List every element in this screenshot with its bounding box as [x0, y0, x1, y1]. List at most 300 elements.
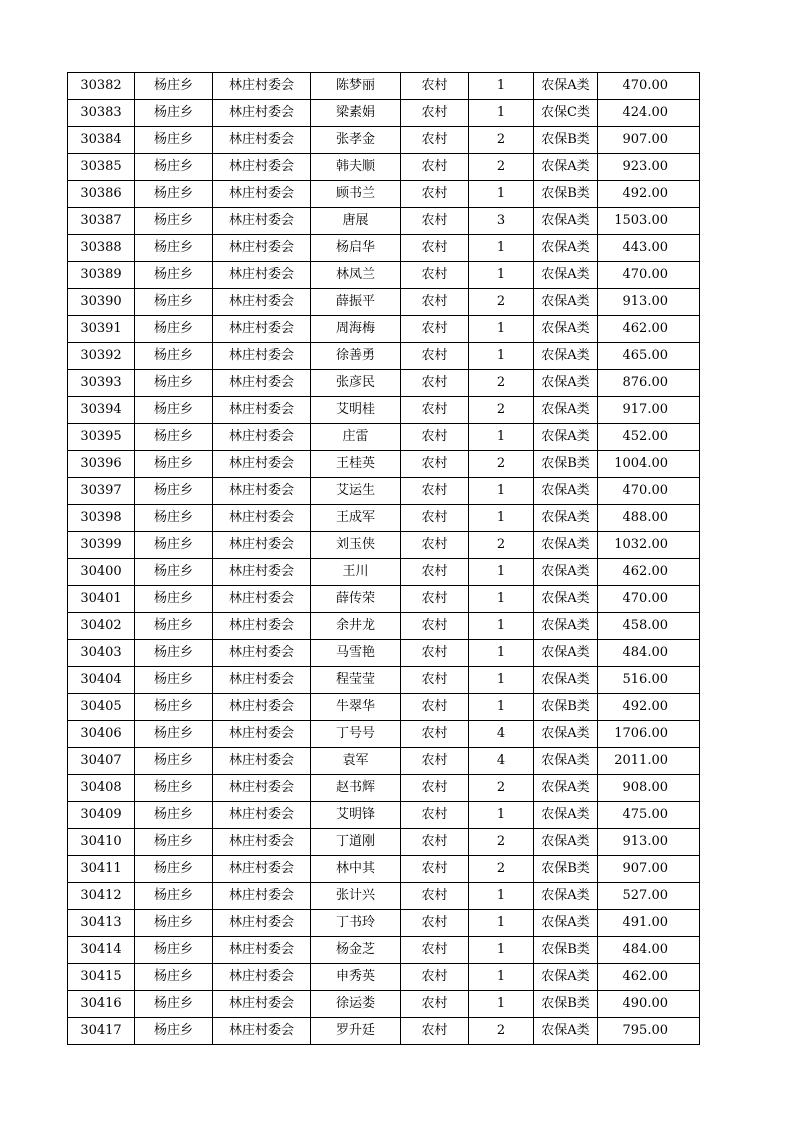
cell-record-id: 30384	[68, 127, 135, 154]
cell-area-type: 农村	[401, 721, 469, 748]
cell-household-count: 2	[469, 154, 534, 181]
cell-household-count: 1	[469, 667, 534, 694]
cell-area-type: 农村	[401, 100, 469, 127]
table-row	[68, 613, 700, 640]
cell-amount: 907.00	[598, 856, 700, 883]
cell-record-id: 30394	[68, 397, 135, 424]
cell-amount: 490.00	[598, 991, 700, 1018]
records-body	[68, 73, 700, 1045]
cell-insurance-category: 农保A类	[534, 370, 598, 397]
cell-village-committee: 林庄村委会	[213, 748, 311, 775]
cell-village-committee: 林庄村委会	[213, 235, 311, 262]
cell-person-name: 艾运生	[311, 478, 401, 505]
cell-area-type: 农村	[401, 424, 469, 451]
cell-household-count: 2	[469, 127, 534, 154]
table-row	[68, 910, 700, 937]
cell-record-id: 30400	[68, 559, 135, 586]
cell-record-id: 30383	[68, 100, 135, 127]
cell-village-committee: 林庄村委会	[213, 100, 311, 127]
cell-village-committee: 林庄村委会	[213, 343, 311, 370]
cell-record-id: 30389	[68, 262, 135, 289]
cell-township: 杨庄乡	[135, 424, 213, 451]
cell-amount: 917.00	[598, 397, 700, 424]
cell-village-committee: 林庄村委会	[213, 694, 311, 721]
table-row	[68, 991, 700, 1018]
cell-amount: 470.00	[598, 262, 700, 289]
cell-person-name: 薛振平	[311, 289, 401, 316]
cell-insurance-category: 农保C类	[534, 100, 598, 127]
cell-village-committee: 林庄村委会	[213, 208, 311, 235]
cell-area-type: 农村	[401, 289, 469, 316]
cell-person-name: 丁书玲	[311, 910, 401, 937]
cell-person-name: 艾明锋	[311, 802, 401, 829]
cell-township: 杨庄乡	[135, 343, 213, 370]
cell-township: 杨庄乡	[135, 100, 213, 127]
cell-area-type: 农村	[401, 478, 469, 505]
table-row	[68, 586, 700, 613]
cell-record-id: 30409	[68, 802, 135, 829]
cell-township: 杨庄乡	[135, 127, 213, 154]
table-row	[68, 559, 700, 586]
cell-area-type: 农村	[401, 667, 469, 694]
cell-amount: 1032.00	[598, 532, 700, 559]
cell-record-id: 30415	[68, 964, 135, 991]
cell-insurance-category: 农保A类	[534, 424, 598, 451]
cell-village-committee: 林庄村委会	[213, 73, 311, 100]
cell-area-type: 农村	[401, 910, 469, 937]
table-row	[68, 451, 700, 478]
cell-insurance-category: 农保A类	[534, 343, 598, 370]
table-row	[68, 424, 700, 451]
cell-insurance-category: 农保A类	[534, 397, 598, 424]
cell-person-name: 徐运娄	[311, 991, 401, 1018]
table-row	[68, 154, 700, 181]
cell-area-type: 农村	[401, 370, 469, 397]
cell-area-type: 农村	[401, 1018, 469, 1045]
cell-township: 杨庄乡	[135, 910, 213, 937]
cell-insurance-category: 农保A类	[534, 829, 598, 856]
cell-township: 杨庄乡	[135, 505, 213, 532]
table-row	[68, 1018, 700, 1045]
cell-household-count: 2	[469, 532, 534, 559]
table-row	[68, 181, 700, 208]
cell-household-count: 1	[469, 505, 534, 532]
cell-person-name: 艾明桂	[311, 397, 401, 424]
cell-insurance-category: 农保A类	[534, 613, 598, 640]
cell-township: 杨庄乡	[135, 613, 213, 640]
cell-record-id: 30408	[68, 775, 135, 802]
cell-record-id: 30403	[68, 640, 135, 667]
cell-area-type: 农村	[401, 856, 469, 883]
table-row	[68, 343, 700, 370]
cell-area-type: 农村	[401, 775, 469, 802]
cell-person-name: 袁军	[311, 748, 401, 775]
table-row	[68, 694, 700, 721]
cell-household-count: 4	[469, 721, 534, 748]
cell-township: 杨庄乡	[135, 640, 213, 667]
cell-village-committee: 林庄村委会	[213, 532, 311, 559]
cell-household-count: 1	[469, 559, 534, 586]
cell-insurance-category: 农保B类	[534, 937, 598, 964]
cell-person-name: 杨金芝	[311, 937, 401, 964]
cell-record-id: 30402	[68, 613, 135, 640]
cell-township: 杨庄乡	[135, 964, 213, 991]
cell-record-id: 30391	[68, 316, 135, 343]
cell-area-type: 农村	[401, 586, 469, 613]
cell-village-committee: 林庄村委会	[213, 721, 311, 748]
cell-township: 杨庄乡	[135, 937, 213, 964]
cell-person-name: 王桂英	[311, 451, 401, 478]
cell-area-type: 农村	[401, 802, 469, 829]
cell-record-id: 30382	[68, 73, 135, 100]
table-row	[68, 262, 700, 289]
cell-area-type: 农村	[401, 235, 469, 262]
cell-household-count: 1	[469, 910, 534, 937]
cell-amount: 913.00	[598, 829, 700, 856]
cell-record-id: 30412	[68, 883, 135, 910]
cell-household-count: 1	[469, 802, 534, 829]
cell-area-type: 农村	[401, 559, 469, 586]
cell-township: 杨庄乡	[135, 667, 213, 694]
cell-village-committee: 林庄村委会	[213, 802, 311, 829]
cell-township: 杨庄乡	[135, 73, 213, 100]
table-row	[68, 100, 700, 127]
cell-area-type: 农村	[401, 451, 469, 478]
cell-village-committee: 林庄村委会	[213, 154, 311, 181]
cell-area-type: 农村	[401, 937, 469, 964]
cell-household-count: 2	[469, 289, 534, 316]
cell-area-type: 农村	[401, 883, 469, 910]
cell-person-name: 赵书辉	[311, 775, 401, 802]
cell-insurance-category: 农保A类	[534, 532, 598, 559]
cell-amount: 492.00	[598, 181, 700, 208]
cell-record-id: 30388	[68, 235, 135, 262]
cell-record-id: 30393	[68, 370, 135, 397]
cell-household-count: 1	[469, 316, 534, 343]
cell-township: 杨庄乡	[135, 208, 213, 235]
table-row	[68, 127, 700, 154]
cell-person-name: 申秀英	[311, 964, 401, 991]
cell-record-id: 30414	[68, 937, 135, 964]
cell-area-type: 农村	[401, 316, 469, 343]
cell-household-count: 4	[469, 748, 534, 775]
cell-village-committee: 林庄村委会	[213, 613, 311, 640]
cell-record-id: 30407	[68, 748, 135, 775]
cell-township: 杨庄乡	[135, 370, 213, 397]
cell-area-type: 农村	[401, 127, 469, 154]
cell-insurance-category: 农保A类	[534, 289, 598, 316]
cell-household-count: 3	[469, 208, 534, 235]
table-row	[68, 505, 700, 532]
cell-insurance-category: 农保B类	[534, 451, 598, 478]
cell-township: 杨庄乡	[135, 559, 213, 586]
cell-record-id: 30398	[68, 505, 135, 532]
table-row	[68, 964, 700, 991]
cell-amount: 443.00	[598, 235, 700, 262]
cell-household-count: 2	[469, 856, 534, 883]
cell-person-name: 杨启华	[311, 235, 401, 262]
table-row	[68, 856, 700, 883]
cell-village-committee: 林庄村委会	[213, 775, 311, 802]
cell-area-type: 农村	[401, 613, 469, 640]
cell-household-count: 1	[469, 478, 534, 505]
cell-township: 杨庄乡	[135, 262, 213, 289]
cell-person-name: 马雪艳	[311, 640, 401, 667]
cell-person-name: 罗升廷	[311, 1018, 401, 1045]
cell-record-id: 30397	[68, 478, 135, 505]
cell-village-committee: 林庄村委会	[213, 127, 311, 154]
cell-insurance-category: 农保A类	[534, 802, 598, 829]
cell-household-count: 1	[469, 991, 534, 1018]
cell-area-type: 农村	[401, 181, 469, 208]
cell-person-name: 丁号号	[311, 721, 401, 748]
cell-record-id: 30390	[68, 289, 135, 316]
cell-township: 杨庄乡	[135, 586, 213, 613]
cell-township: 杨庄乡	[135, 721, 213, 748]
cell-village-committee: 林庄村委会	[213, 937, 311, 964]
cell-township: 杨庄乡	[135, 748, 213, 775]
cell-amount: 475.00	[598, 802, 700, 829]
cell-township: 杨庄乡	[135, 829, 213, 856]
cell-person-name: 余井龙	[311, 613, 401, 640]
cell-insurance-category: 农保A类	[534, 559, 598, 586]
cell-household-count: 1	[469, 343, 534, 370]
cell-area-type: 农村	[401, 748, 469, 775]
cell-insurance-category: 农保A类	[534, 1018, 598, 1045]
table-row	[68, 802, 700, 829]
cell-amount: 1004.00	[598, 451, 700, 478]
cell-township: 杨庄乡	[135, 289, 213, 316]
cell-household-count: 1	[469, 181, 534, 208]
cell-person-name: 王成军	[311, 505, 401, 532]
cell-village-committee: 林庄村委会	[213, 964, 311, 991]
table-row	[68, 208, 700, 235]
cell-village-committee: 林庄村委会	[213, 424, 311, 451]
cell-record-id: 30387	[68, 208, 135, 235]
cell-amount: 462.00	[598, 316, 700, 343]
cell-record-id: 30395	[68, 424, 135, 451]
cell-village-committee: 林庄村委会	[213, 910, 311, 937]
cell-area-type: 农村	[401, 829, 469, 856]
cell-person-name: 梁素娟	[311, 100, 401, 127]
cell-amount: 2011.00	[598, 748, 700, 775]
cell-person-name: 张孝金	[311, 127, 401, 154]
cell-person-name: 牛翠华	[311, 694, 401, 721]
cell-household-count: 2	[469, 370, 534, 397]
cell-amount: 470.00	[598, 73, 700, 100]
cell-insurance-category: 农保B类	[534, 856, 598, 883]
cell-record-id: 30385	[68, 154, 135, 181]
cell-amount: 488.00	[598, 505, 700, 532]
cell-record-id: 30404	[68, 667, 135, 694]
cell-household-count: 1	[469, 694, 534, 721]
cell-area-type: 农村	[401, 694, 469, 721]
cell-amount: 462.00	[598, 964, 700, 991]
cell-household-count: 1	[469, 262, 534, 289]
cell-household-count: 1	[469, 613, 534, 640]
cell-household-count: 1	[469, 73, 534, 100]
cell-record-id: 30416	[68, 991, 135, 1018]
cell-household-count: 2	[469, 1018, 534, 1045]
cell-area-type: 农村	[401, 262, 469, 289]
cell-insurance-category: 农保A类	[534, 964, 598, 991]
table-row	[68, 289, 700, 316]
cell-amount: 492.00	[598, 694, 700, 721]
table-row	[68, 667, 700, 694]
table-row	[68, 370, 700, 397]
cell-township: 杨庄乡	[135, 451, 213, 478]
cell-person-name: 丁道刚	[311, 829, 401, 856]
cell-area-type: 农村	[401, 532, 469, 559]
cell-household-count: 2	[469, 829, 534, 856]
table-row	[68, 640, 700, 667]
cell-amount: 470.00	[598, 586, 700, 613]
cell-household-count: 1	[469, 586, 534, 613]
cell-insurance-category: 农保A类	[534, 883, 598, 910]
cell-township: 杨庄乡	[135, 991, 213, 1018]
cell-person-name: 薛传荣	[311, 586, 401, 613]
cell-area-type: 农村	[401, 640, 469, 667]
cell-insurance-category: 农保A类	[534, 478, 598, 505]
cell-township: 杨庄乡	[135, 802, 213, 829]
cell-township: 杨庄乡	[135, 775, 213, 802]
cell-township: 杨庄乡	[135, 154, 213, 181]
cell-amount: 424.00	[598, 100, 700, 127]
cell-record-id: 30413	[68, 910, 135, 937]
cell-village-committee: 林庄村委会	[213, 397, 311, 424]
cell-insurance-category: 农保A类	[534, 748, 598, 775]
cell-amount: 907.00	[598, 127, 700, 154]
table-row	[68, 235, 700, 262]
cell-person-name: 张计兴	[311, 883, 401, 910]
cell-area-type: 农村	[401, 208, 469, 235]
cell-household-count: 2	[469, 397, 534, 424]
cell-insurance-category: 农保B类	[534, 181, 598, 208]
cell-insurance-category: 农保A类	[534, 208, 598, 235]
cell-insurance-category: 农保A类	[534, 505, 598, 532]
cell-insurance-category: 农保A类	[534, 667, 598, 694]
cell-area-type: 农村	[401, 964, 469, 991]
cell-amount: 795.00	[598, 1018, 700, 1045]
cell-village-committee: 林庄村委会	[213, 586, 311, 613]
cell-village-committee: 林庄村委会	[213, 505, 311, 532]
cell-record-id: 30411	[68, 856, 135, 883]
cell-insurance-category: 农保A类	[534, 721, 598, 748]
cell-township: 杨庄乡	[135, 478, 213, 505]
cell-village-committee: 林庄村委会	[213, 289, 311, 316]
cell-village-committee: 林庄村委会	[213, 1018, 311, 1045]
cell-township: 杨庄乡	[135, 856, 213, 883]
cell-insurance-category: 农保B类	[534, 694, 598, 721]
cell-township: 杨庄乡	[135, 1018, 213, 1045]
cell-area-type: 农村	[401, 343, 469, 370]
cell-amount: 452.00	[598, 424, 700, 451]
cell-village-committee: 林庄村委会	[213, 991, 311, 1018]
cell-area-type: 农村	[401, 73, 469, 100]
cell-insurance-category: 农保A类	[534, 775, 598, 802]
cell-area-type: 农村	[401, 991, 469, 1018]
cell-amount: 527.00	[598, 883, 700, 910]
table-row	[68, 397, 700, 424]
cell-person-name: 刘玉侠	[311, 532, 401, 559]
cell-person-name: 程莹莹	[311, 667, 401, 694]
cell-record-id: 30392	[68, 343, 135, 370]
cell-record-id: 30410	[68, 829, 135, 856]
cell-amount: 913.00	[598, 289, 700, 316]
cell-household-count: 1	[469, 424, 534, 451]
cell-township: 杨庄乡	[135, 181, 213, 208]
cell-township: 杨庄乡	[135, 397, 213, 424]
cell-person-name: 林凤兰	[311, 262, 401, 289]
cell-village-committee: 林庄村委会	[213, 829, 311, 856]
cell-village-committee: 林庄村委会	[213, 262, 311, 289]
table-row	[68, 937, 700, 964]
table-row	[68, 532, 700, 559]
cell-household-count: 2	[469, 451, 534, 478]
cell-area-type: 农村	[401, 397, 469, 424]
cell-insurance-category: 农保A类	[534, 910, 598, 937]
table-row	[68, 829, 700, 856]
cell-amount: 1503.00	[598, 208, 700, 235]
cell-person-name: 王川	[311, 559, 401, 586]
cell-village-committee: 林庄村委会	[213, 667, 311, 694]
cell-amount: 876.00	[598, 370, 700, 397]
cell-village-committee: 林庄村委会	[213, 316, 311, 343]
cell-village-committee: 林庄村委会	[213, 478, 311, 505]
cell-record-id: 30399	[68, 532, 135, 559]
cell-village-committee: 林庄村委会	[213, 559, 311, 586]
cell-amount: 462.00	[598, 559, 700, 586]
cell-insurance-category: 农保A类	[534, 640, 598, 667]
cell-person-name: 周海梅	[311, 316, 401, 343]
cell-amount: 1706.00	[598, 721, 700, 748]
cell-household-count: 1	[469, 640, 534, 667]
cell-household-count: 1	[469, 964, 534, 991]
cell-record-id: 30406	[68, 721, 135, 748]
cell-insurance-category: 农保B类	[534, 991, 598, 1018]
cell-insurance-category: 农保A类	[534, 235, 598, 262]
cell-person-name: 陈梦丽	[311, 73, 401, 100]
cell-township: 杨庄乡	[135, 883, 213, 910]
cell-insurance-category: 农保A类	[534, 316, 598, 343]
table-row	[68, 748, 700, 775]
cell-amount: 470.00	[598, 478, 700, 505]
records-table	[67, 72, 700, 1045]
cell-amount: 516.00	[598, 667, 700, 694]
cell-insurance-category: 农保A类	[534, 586, 598, 613]
cell-village-committee: 林庄村委会	[213, 370, 311, 397]
cell-township: 杨庄乡	[135, 316, 213, 343]
cell-record-id: 30386	[68, 181, 135, 208]
cell-person-name: 顾书兰	[311, 181, 401, 208]
cell-household-count: 1	[469, 883, 534, 910]
cell-village-committee: 林庄村委会	[213, 451, 311, 478]
cell-amount: 484.00	[598, 640, 700, 667]
table-row	[68, 721, 700, 748]
cell-village-committee: 林庄村委会	[213, 856, 311, 883]
table-row	[68, 883, 700, 910]
cell-insurance-category: 农保A类	[534, 154, 598, 181]
cell-record-id: 30401	[68, 586, 135, 613]
cell-household-count: 1	[469, 235, 534, 262]
cell-amount: 484.00	[598, 937, 700, 964]
table-row	[68, 478, 700, 505]
table-row	[68, 316, 700, 343]
cell-village-committee: 林庄村委会	[213, 640, 311, 667]
cell-insurance-category: 农保A类	[534, 262, 598, 289]
cell-person-name: 徐善勇	[311, 343, 401, 370]
cell-record-id: 30417	[68, 1018, 135, 1045]
